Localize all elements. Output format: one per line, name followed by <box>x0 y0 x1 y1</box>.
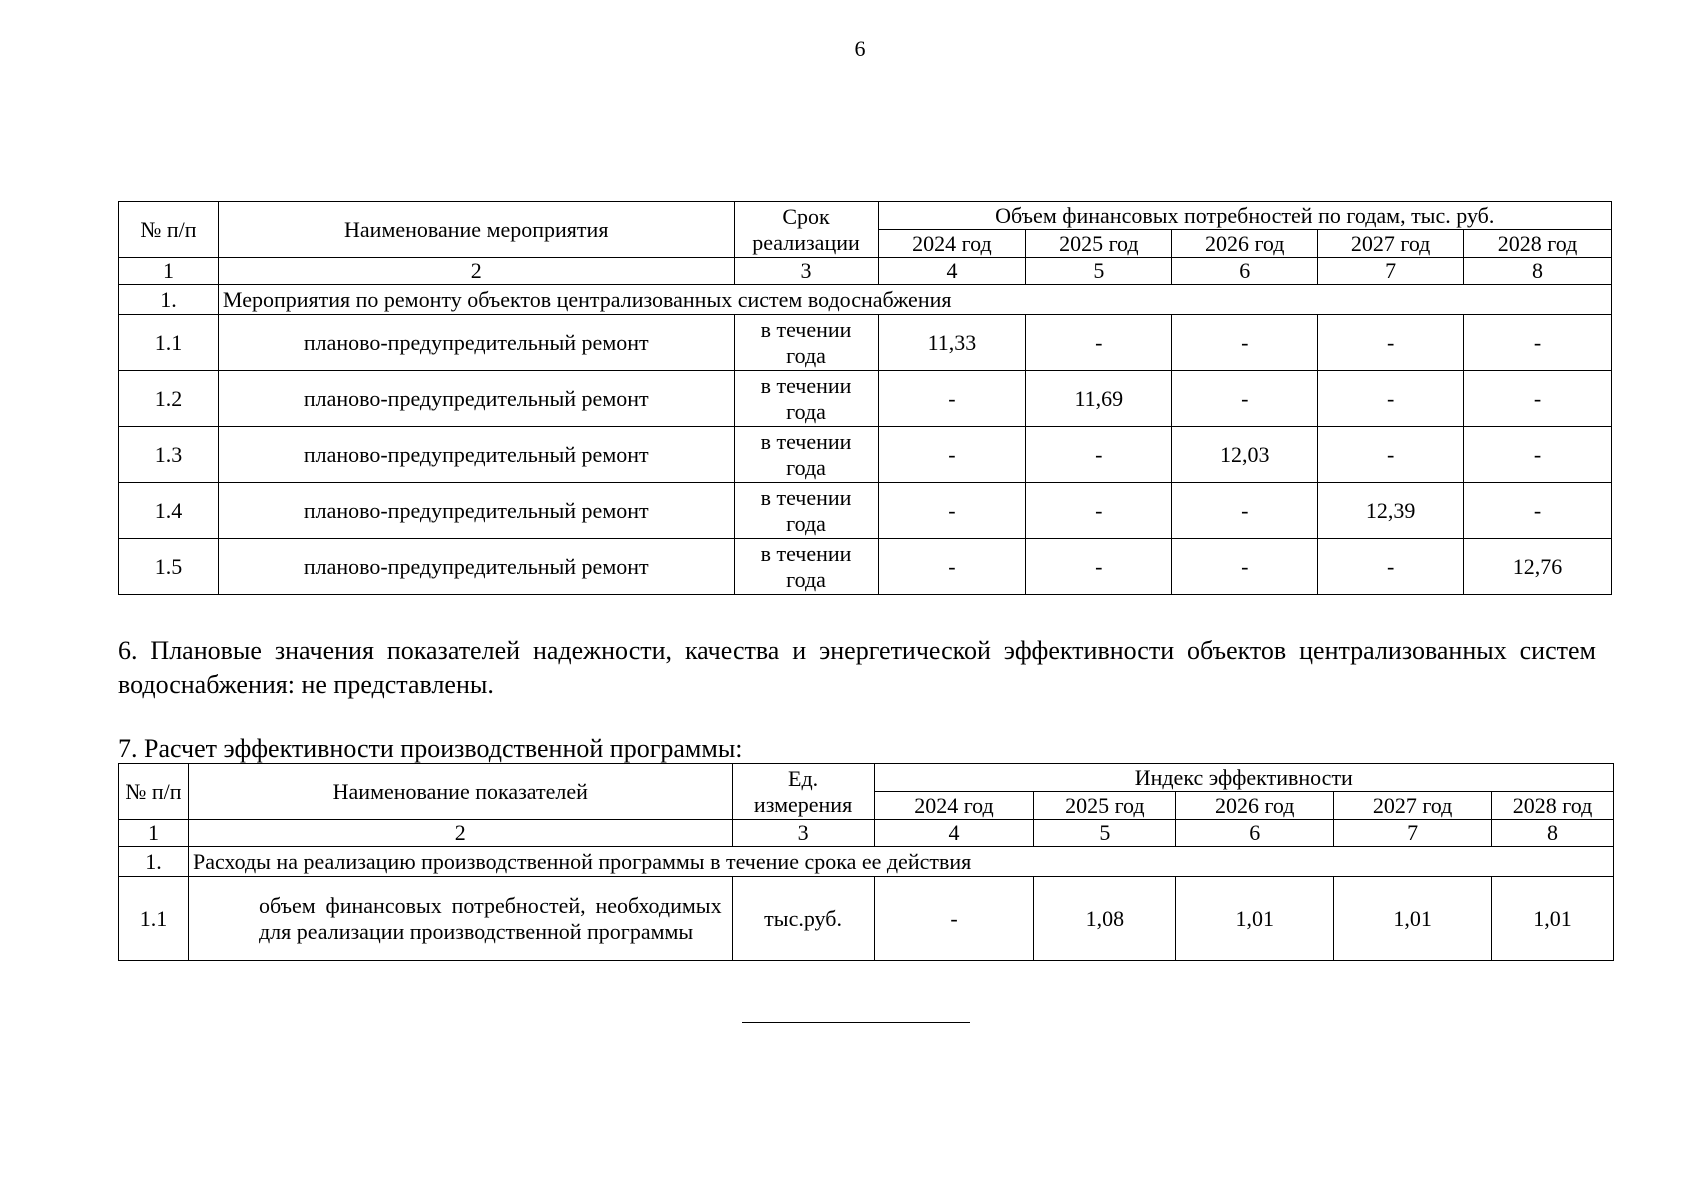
row-value: - <box>878 483 1026 539</box>
row-value: - <box>1318 371 1464 427</box>
header-year: 2027 год <box>1334 792 1492 820</box>
row-name: планово-предупредительный ремонт <box>218 315 734 371</box>
efficiency-table <box>118 763 1614 961</box>
row-value: - <box>1318 315 1464 371</box>
row-name: объем финансовых потребностей, необходимых для реализации производственной программы <box>188 877 732 961</box>
header-year: 2024 год <box>874 792 1034 820</box>
col-number: 5 <box>1034 820 1176 847</box>
section-title: Мероприятия по ремонту объектов централизованных систем водоснабжения <box>218 285 1611 315</box>
header-year: 2025 год <box>1034 792 1176 820</box>
col-number: 7 <box>1318 258 1464 285</box>
end-rule <box>742 1022 970 1023</box>
col-number: 2 <box>218 258 734 285</box>
header-year: 2025 год <box>1026 230 1172 258</box>
row-value: 1,01 <box>1492 877 1614 961</box>
row-term: в течении года <box>734 315 878 371</box>
row-term: в течении года <box>734 539 878 595</box>
header-year: 2028 год <box>1492 792 1614 820</box>
financial-needs-table <box>118 201 1612 595</box>
col-number: 1 <box>119 820 189 847</box>
row-value: 1,01 <box>1334 877 1492 961</box>
row-name: планово-предупредительный ремонт <box>218 371 734 427</box>
row-value: - <box>1026 483 1172 539</box>
row-value: - <box>878 371 1026 427</box>
header-name: Наименование мероприятия <box>218 202 734 258</box>
row-value: - <box>1172 371 1318 427</box>
header-finance: Объем финансовых потребностей по годам, тыс. руб. <box>878 202 1612 230</box>
col-number: 8 <box>1492 820 1614 847</box>
table-row <box>119 877 1614 961</box>
table-row <box>119 371 1612 427</box>
col-number: 6 <box>1172 258 1318 285</box>
table-row <box>119 315 1612 371</box>
row-value: - <box>1026 539 1172 595</box>
row-value: - <box>1026 315 1172 371</box>
col-number: 6 <box>1176 820 1334 847</box>
section-6-text: 6. Плановые значения показателей надежности, качества и энергетической эффективности объектов централизованных систем водоснабжения: не представлены. <box>118 636 1596 699</box>
col-number: 3 <box>732 820 874 847</box>
table-row <box>119 483 1612 539</box>
col-number: 4 <box>878 258 1026 285</box>
row-value: - <box>1172 483 1318 539</box>
col-number: 3 <box>734 258 878 285</box>
section-title: Расходы на реализацию производственной программы в течение срока ее действия <box>188 847 1613 877</box>
row-value: - <box>1464 483 1612 539</box>
row-value: - <box>1464 427 1612 483</box>
header-term: Срок реализации <box>734 202 878 258</box>
row-value: - <box>1172 315 1318 371</box>
row-value: 1,01 <box>1176 877 1334 961</box>
row-value: 1,08 <box>1034 877 1176 961</box>
header-year: 2026 год <box>1172 230 1318 258</box>
row-value: - <box>1318 427 1464 483</box>
row-value: - <box>874 877 1034 961</box>
table-row <box>119 539 1612 595</box>
row-value: - <box>1026 427 1172 483</box>
col-number: 4 <box>874 820 1034 847</box>
row-term: в течении года <box>734 483 878 539</box>
row-term: в течении года <box>734 371 878 427</box>
row-name: планово-предупредительный ремонт <box>218 539 734 595</box>
header-year: 2027 год <box>1318 230 1464 258</box>
row-num: 1.5 <box>119 539 219 595</box>
section-num: 1. <box>119 285 219 315</box>
row-value: - <box>1318 539 1464 595</box>
row-term: в течении года <box>734 427 878 483</box>
row-name: планово-предупредительный ремонт <box>218 483 734 539</box>
row-value: - <box>1172 539 1318 595</box>
col-number: 1 <box>119 258 219 285</box>
row-num: 1.2 <box>119 371 219 427</box>
col-number: 8 <box>1464 258 1612 285</box>
row-num: 1.3 <box>119 427 219 483</box>
col-number: 7 <box>1334 820 1492 847</box>
section-7-heading: 7. Расчет эффективности производственной программы: <box>118 734 743 763</box>
row-value: 12,39 <box>1318 483 1464 539</box>
section-num: 1. <box>119 847 189 877</box>
row-value: - <box>1464 371 1612 427</box>
col-number: 5 <box>1026 258 1172 285</box>
page-number: 6 <box>854 36 866 61</box>
table-row <box>119 427 1612 483</box>
header-num: № п/п <box>119 202 219 258</box>
row-value: - <box>878 539 1026 595</box>
row-num: 1.1 <box>119 877 189 961</box>
row-value: 12,76 <box>1464 539 1612 595</box>
row-value: 11,33 <box>878 315 1026 371</box>
row-value: - <box>878 427 1026 483</box>
header-year: 2024 год <box>878 230 1026 258</box>
row-name: планово-предупредительный ремонт <box>218 427 734 483</box>
header-year: 2026 год <box>1176 792 1334 820</box>
row-value: 11,69 <box>1026 371 1172 427</box>
row-value: - <box>1464 315 1612 371</box>
header-year: 2028 год <box>1464 230 1612 258</box>
header-index: Индекс эффективности <box>874 764 1613 792</box>
row-num: 1.4 <box>119 483 219 539</box>
header-unit: Ед. измерения <box>732 764 874 820</box>
row-unit: тыс.руб. <box>732 877 874 961</box>
row-value: 12,03 <box>1172 427 1318 483</box>
header-name: Наименование показателей <box>188 764 732 820</box>
col-number: 2 <box>188 820 732 847</box>
header-num: № п/п <box>119 764 189 820</box>
row-num: 1.1 <box>119 315 219 371</box>
